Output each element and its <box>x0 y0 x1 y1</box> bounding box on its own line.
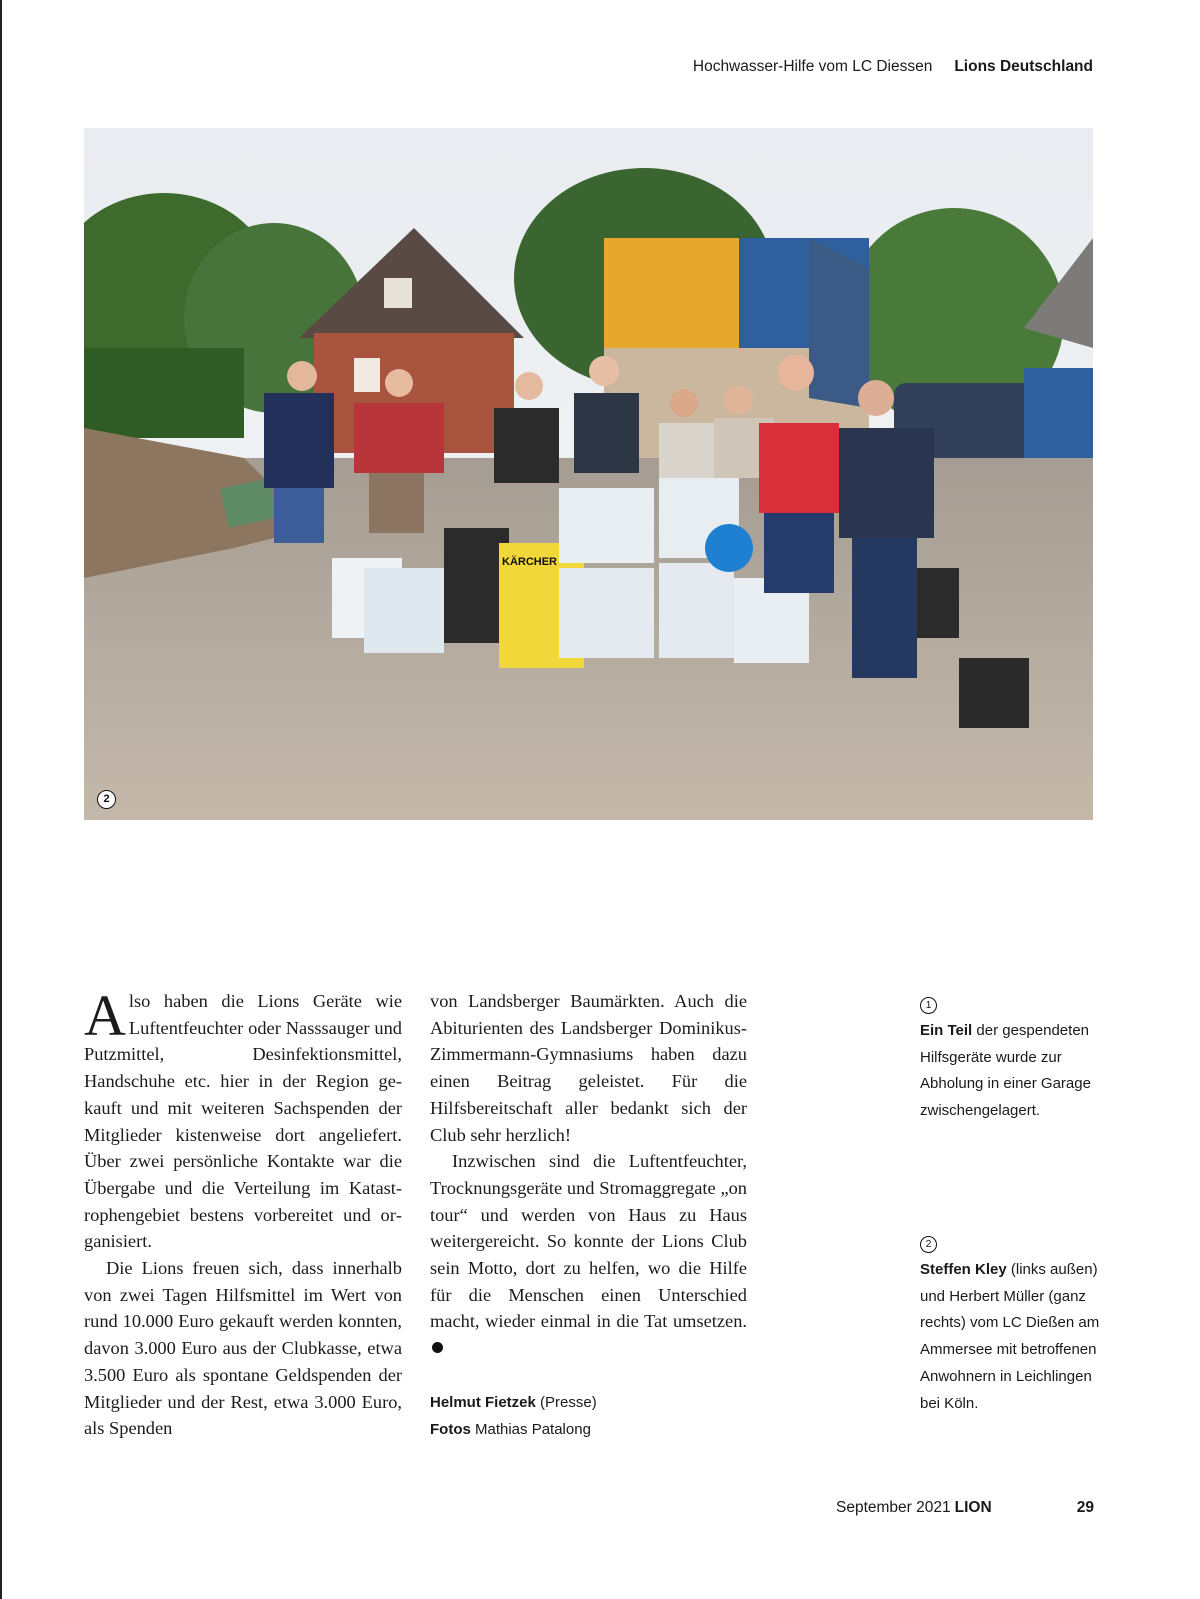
caption-number-badge: 2 <box>920 1236 937 1253</box>
photo-number-badge: 2 <box>97 790 116 809</box>
paragraph-3 <box>430 1148 747 1362</box>
author-role: (Presse) <box>540 1394 597 1411</box>
page-number: 29 <box>1076 1499 1094 1516</box>
caption-text <box>920 1257 1100 1417</box>
caption-body: der gespendeten Hilfsgeräte wurde zur Abholung in einer Garage zwischengelagert. <box>920 1022 1091 1120</box>
paragraph-1-text: lso haben die Lions Geräte wie Luftentfeuchter oder Nasssauger und Putzmittel, Desinfektionsmittel, Handschuhe etc. hier in der Region gekauft und mit weiteren Sachspenden der Mitglieder kistenweise dort angeliefert. Über zwei persönliche Kontakte war die Übergabe und die Verteilung im Katastrophengebiet bestens vorbereitet und organisiert. <box>84 991 402 1252</box>
paragraph-3-text: Inzwischen sind die Luftentfeuchter, Trocknungsgeräte und Stromaggregate „on tour“ und werden von Haus zu Haus weitergereicht. So konnte der Lions Club sein Motto, dort zu helfen, wo die Hilfe für die Menschen einen Unterschied macht, wieder einmal in die Tat umsetzen. <box>430 1151 747 1332</box>
caption-bold-lead: Ein Teil <box>920 1022 973 1039</box>
caption-bold-lead: Steffen Kley <box>920 1261 1007 1278</box>
photo-credit <box>430 1416 597 1443</box>
caption-1 <box>920 991 1100 1125</box>
caption-number-badge: 1 <box>920 997 937 1014</box>
paragraph-1 <box>84 983 402 1255</box>
article-credits <box>430 1389 597 1443</box>
article-column-2 <box>430 988 747 1362</box>
box-brand-label: KÄRCHER <box>502 556 557 568</box>
paragraph-2: Die Lions freuen sich, dass innerhalb von zwei Tagen Hilfsmittel im Wert von rund 10.000 Euro gekauft werden konnten, davon 3.000 Euro aus der Clubkasse, etwa 3.500 Euro als spontane Geldspenden der Mitglieder und der Rest, etwa 3.000 Euro, als Spenden <box>84 1258 402 1439</box>
article-column-1 <box>84 983 402 1442</box>
caption-body: (links außen) und Herbert Müller (ganz rechts) vom LC Dießen am Ammersee mit betroffenen Anwohnern in Leichlingen bei Köln. <box>920 1261 1100 1412</box>
drop-cap: A <box>84 983 126 1048</box>
header-brand: Lions Deutschland <box>954 58 1093 75</box>
issue-date: September 2021 <box>836 1499 951 1516</box>
end-mark-icon <box>432 1342 443 1353</box>
photographer-name: Mathias Patalong <box>475 1421 591 1438</box>
page-footer <box>836 1499 1094 1517</box>
author-name: Helmut Fietzek <box>430 1394 536 1411</box>
caption-2 <box>920 1230 1100 1417</box>
section-title: Hochwasser-Hilfe vom LC Diessen <box>692 58 933 75</box>
photos-label: Fotos <box>430 1421 471 1438</box>
magazine-name: LION <box>954 1499 992 1516</box>
running-header <box>693 58 1093 76</box>
article-photo <box>84 128 1093 820</box>
page-edge-rule <box>0 0 2 1599</box>
caption-text <box>920 1018 1100 1125</box>
author-credit <box>430 1389 597 1416</box>
paragraph-2-continued: von Landsberger Baumärkten. Auch die Abiturienten des Landsberger Dominikus-Zimmermann-Gymnasiums haben dazu einen Beitrag geleistet. Für die Hilfsbereitschaft aller bedankt sich der Club sehr herzlich! <box>430 991 747 1145</box>
